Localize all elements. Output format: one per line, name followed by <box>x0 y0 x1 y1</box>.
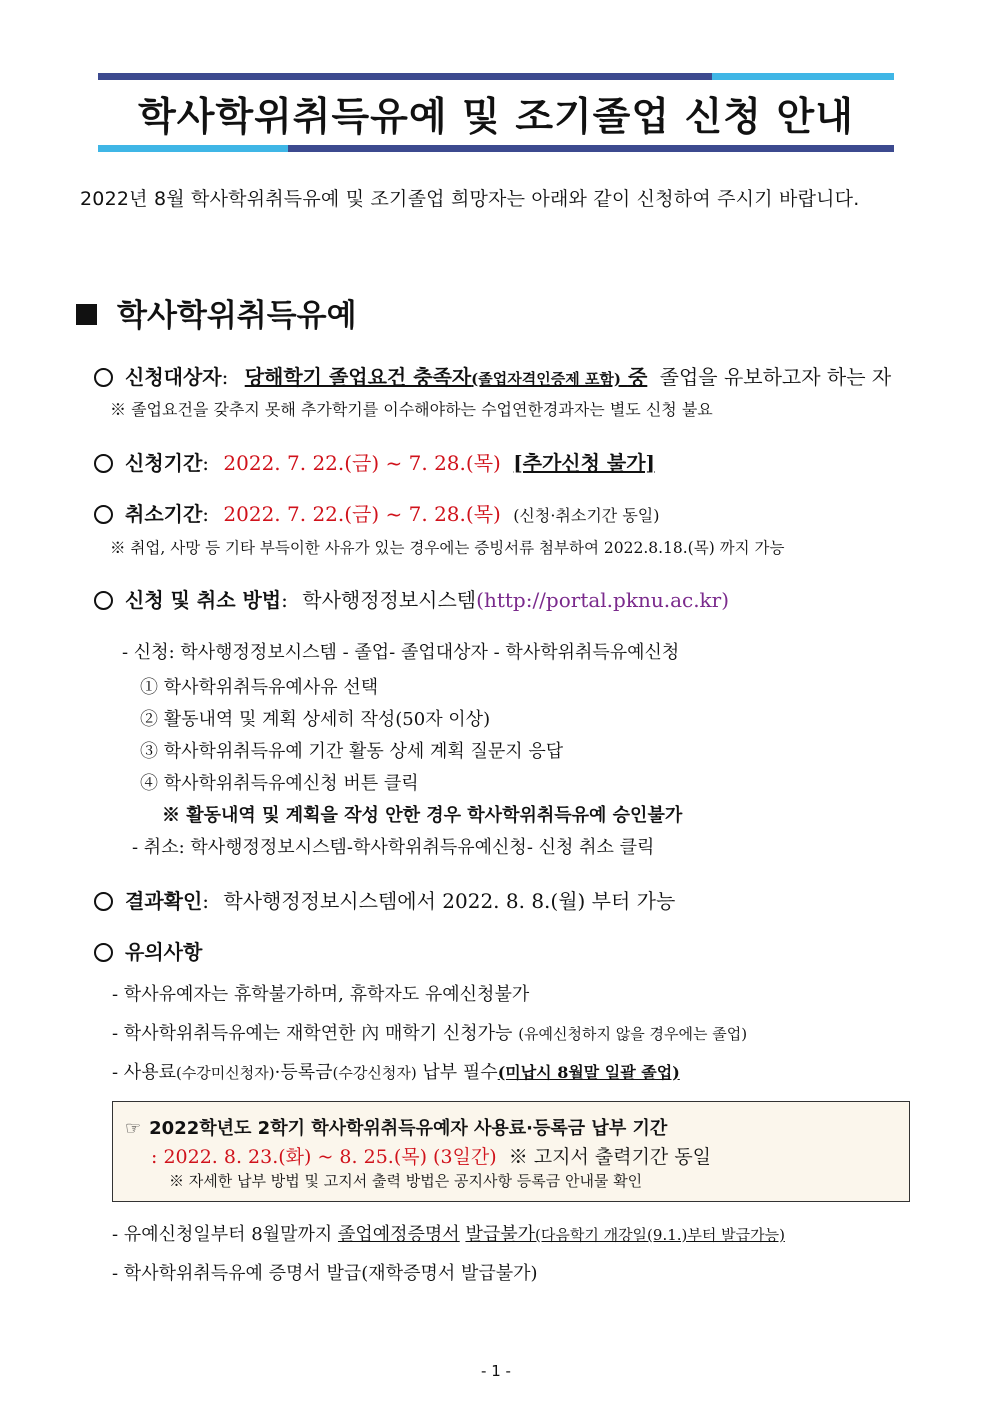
cancel-period-label: 취소기간 <box>125 502 203 526</box>
apply-period-colon: : <box>202 451 210 475</box>
title-top-bar-light <box>712 73 894 80</box>
target-rest: 졸업을 유보하고자 하는 자 <box>659 365 892 389</box>
circle-bullet-icon <box>94 454 113 473</box>
notes-line-4-c: 발급불가 <box>465 1224 535 1245</box>
apply-period-label: 신청기간 <box>125 451 203 475</box>
result-text: 학사행정정보시스템에서 2022. 8. 8.(월) 부터 가능 <box>223 889 676 913</box>
notes-line-3-f: (미납시 8월말 일괄 졸업) <box>497 1063 680 1082</box>
notes-line-4-b: 졸업예정증명서 <box>337 1224 460 1245</box>
payment-box-dates-row <box>151 1142 711 1169</box>
target-label: 신청대상자 <box>125 365 222 389</box>
cancel-period-dates: 2022. 7. 22.(금) ~ 7. 28.(목) <box>223 502 501 526</box>
pointing-hand-icon: ☞ <box>125 1118 142 1139</box>
payment-box-note: ※ 자세한 납부 방법 및 고지서 출력 방법은 공지사항 등록금 안내물 확인 <box>169 1172 643 1190</box>
payment-info-box <box>112 1101 910 1202</box>
cancel-period-note: ※ 취업, 사망 등 기타 부득이한 사유가 있는 경우에는 증빙서류 첨부하여 2022.8.18.(목) 까지 가능 <box>110 539 785 557</box>
cancel-period-extra: (신청·취소기간 동일) <box>513 506 660 525</box>
page-title: 학사학위취득유예 및 조기졸업 신청 안내 <box>138 95 854 140</box>
portal-link[interactable]: (http://portal.pknu.ac.kr) <box>476 588 730 612</box>
section-heading-text: 학사학위취득유예 <box>117 298 357 334</box>
payment-box-title: 2022학년도 2학기 학사학위취득유예자 사용료·등록금 납부 기간 <box>149 1118 668 1139</box>
method-cancel-line: - 취소: 학사행정정보시스템-학사학위취득유예신청- 신청 취소 클릭 <box>132 837 655 858</box>
circle-bullet-icon <box>94 368 113 387</box>
notes-row <box>94 936 202 965</box>
method-colon: : <box>281 588 288 612</box>
intro-text: 2022년 8월 학사학위취득유예 및 조기졸업 희망자는 아래와 같이 신청하여 주시기 바랍니다. <box>80 188 860 210</box>
payment-box-after: ※ 고지서 출력기간 동일 <box>508 1146 712 1168</box>
target-highlight-c: 중 <box>627 365 648 389</box>
result-row <box>94 885 675 914</box>
result-colon: : <box>202 889 210 913</box>
notes-line-3-a: - 사용료 <box>112 1062 176 1083</box>
target-row <box>94 361 891 390</box>
target-highlight-b: (졸업자격인증제 포함) <box>471 370 621 388</box>
method-step-1: ① 학사학위취득유예사유 선택 <box>140 677 379 698</box>
method-step-4: ④ 학사학위취득유예신청 버튼 클릭 <box>140 773 419 794</box>
apply-period-dates: 2022. 7. 22.(금) ~ 7. 28.(목) <box>223 451 501 475</box>
notes-line-3 <box>112 1058 680 1084</box>
notes-line-3-e: 납부 필수 <box>422 1062 498 1083</box>
target-highlight-a: 당해학기 졸업요건 충족자 <box>244 365 472 389</box>
target-note: ※ 졸업요건을 갖추지 못해 추가학기를 이수해야하는 수업연한경과자는 별도 신청 불요 <box>110 400 713 419</box>
notes-line-2 <box>112 1019 747 1045</box>
notes-line-3-b: (수강미신청자) <box>175 1064 275 1082</box>
notes-line-3-c: ·등록금 <box>274 1062 333 1083</box>
circle-bullet-icon <box>94 505 113 524</box>
method-step-3: ③ 학사학위취득유예 기간 활동 상세 계획 질문지 응답 <box>140 741 564 762</box>
circle-bullet-icon <box>94 943 113 962</box>
notes-label: 유의사항 <box>125 940 203 964</box>
method-system: 학사행정정보시스템 <box>302 588 477 612</box>
circle-bullet-icon <box>94 892 113 911</box>
apply-period-row <box>94 447 655 476</box>
title-bottom-bar-dark <box>288 145 894 152</box>
cancel-period-colon: : <box>202 502 210 526</box>
payment-box-dates: : 2022. 8. 23.(화) ~ 8. 25.(목) (3일간) <box>151 1146 497 1168</box>
cancel-period-row <box>94 498 660 527</box>
apply-period-extra: [추가신청 불가] <box>513 451 655 475</box>
method-apply-line: - 신청: 학사행정정보시스템 - 졸업- 졸업대상자 - 학사학위취득유예신청 <box>122 642 680 663</box>
circle-bullet-icon <box>94 591 113 610</box>
notes-line-2-small: (유예신청하지 않을 경우에는 졸업) <box>518 1025 748 1043</box>
notes-line-5: - 학사학위취득유예 증명서 발급(재학증명서 발급불가) <box>112 1263 538 1284</box>
title-top-bar-dark <box>98 73 712 80</box>
page-number: - 1 - <box>481 1362 511 1380</box>
result-label: 결과확인 <box>125 889 203 913</box>
section-heading <box>76 290 357 335</box>
target-colon: : <box>221 365 229 389</box>
square-bullet-icon <box>76 304 97 325</box>
method-step-2: ② 활동내역 및 계획 상세히 작성(50자 이상) <box>140 709 491 730</box>
notes-line-4-d: (다음학기 개강일(9.1.)부터 발급가능) <box>535 1226 785 1244</box>
notes-line-4-a: - 유예신청일부터 8월말까지 <box>112 1224 333 1245</box>
method-warning: ※ 활동내역 및 계획을 작성 안한 경우 학사학위취득유예 승인불가 <box>162 805 683 826</box>
title-bottom-bar-light <box>98 145 288 152</box>
method-row <box>94 584 729 613</box>
notes-line-2-main: - 학사학위취득유예는 재학연한 內 매학기 신청가능 <box>112 1023 513 1044</box>
method-label: 신청 및 취소 방법 <box>125 588 282 612</box>
target-highlight <box>245 365 648 389</box>
notes-line-1: - 학사유예자는 휴학불가하며, 휴학자도 유예신청불가 <box>112 984 530 1005</box>
notes-line-3-d: (수강신청자) <box>332 1064 417 1082</box>
notes-line-4 <box>112 1220 785 1246</box>
payment-box-title-row <box>125 1114 667 1140</box>
